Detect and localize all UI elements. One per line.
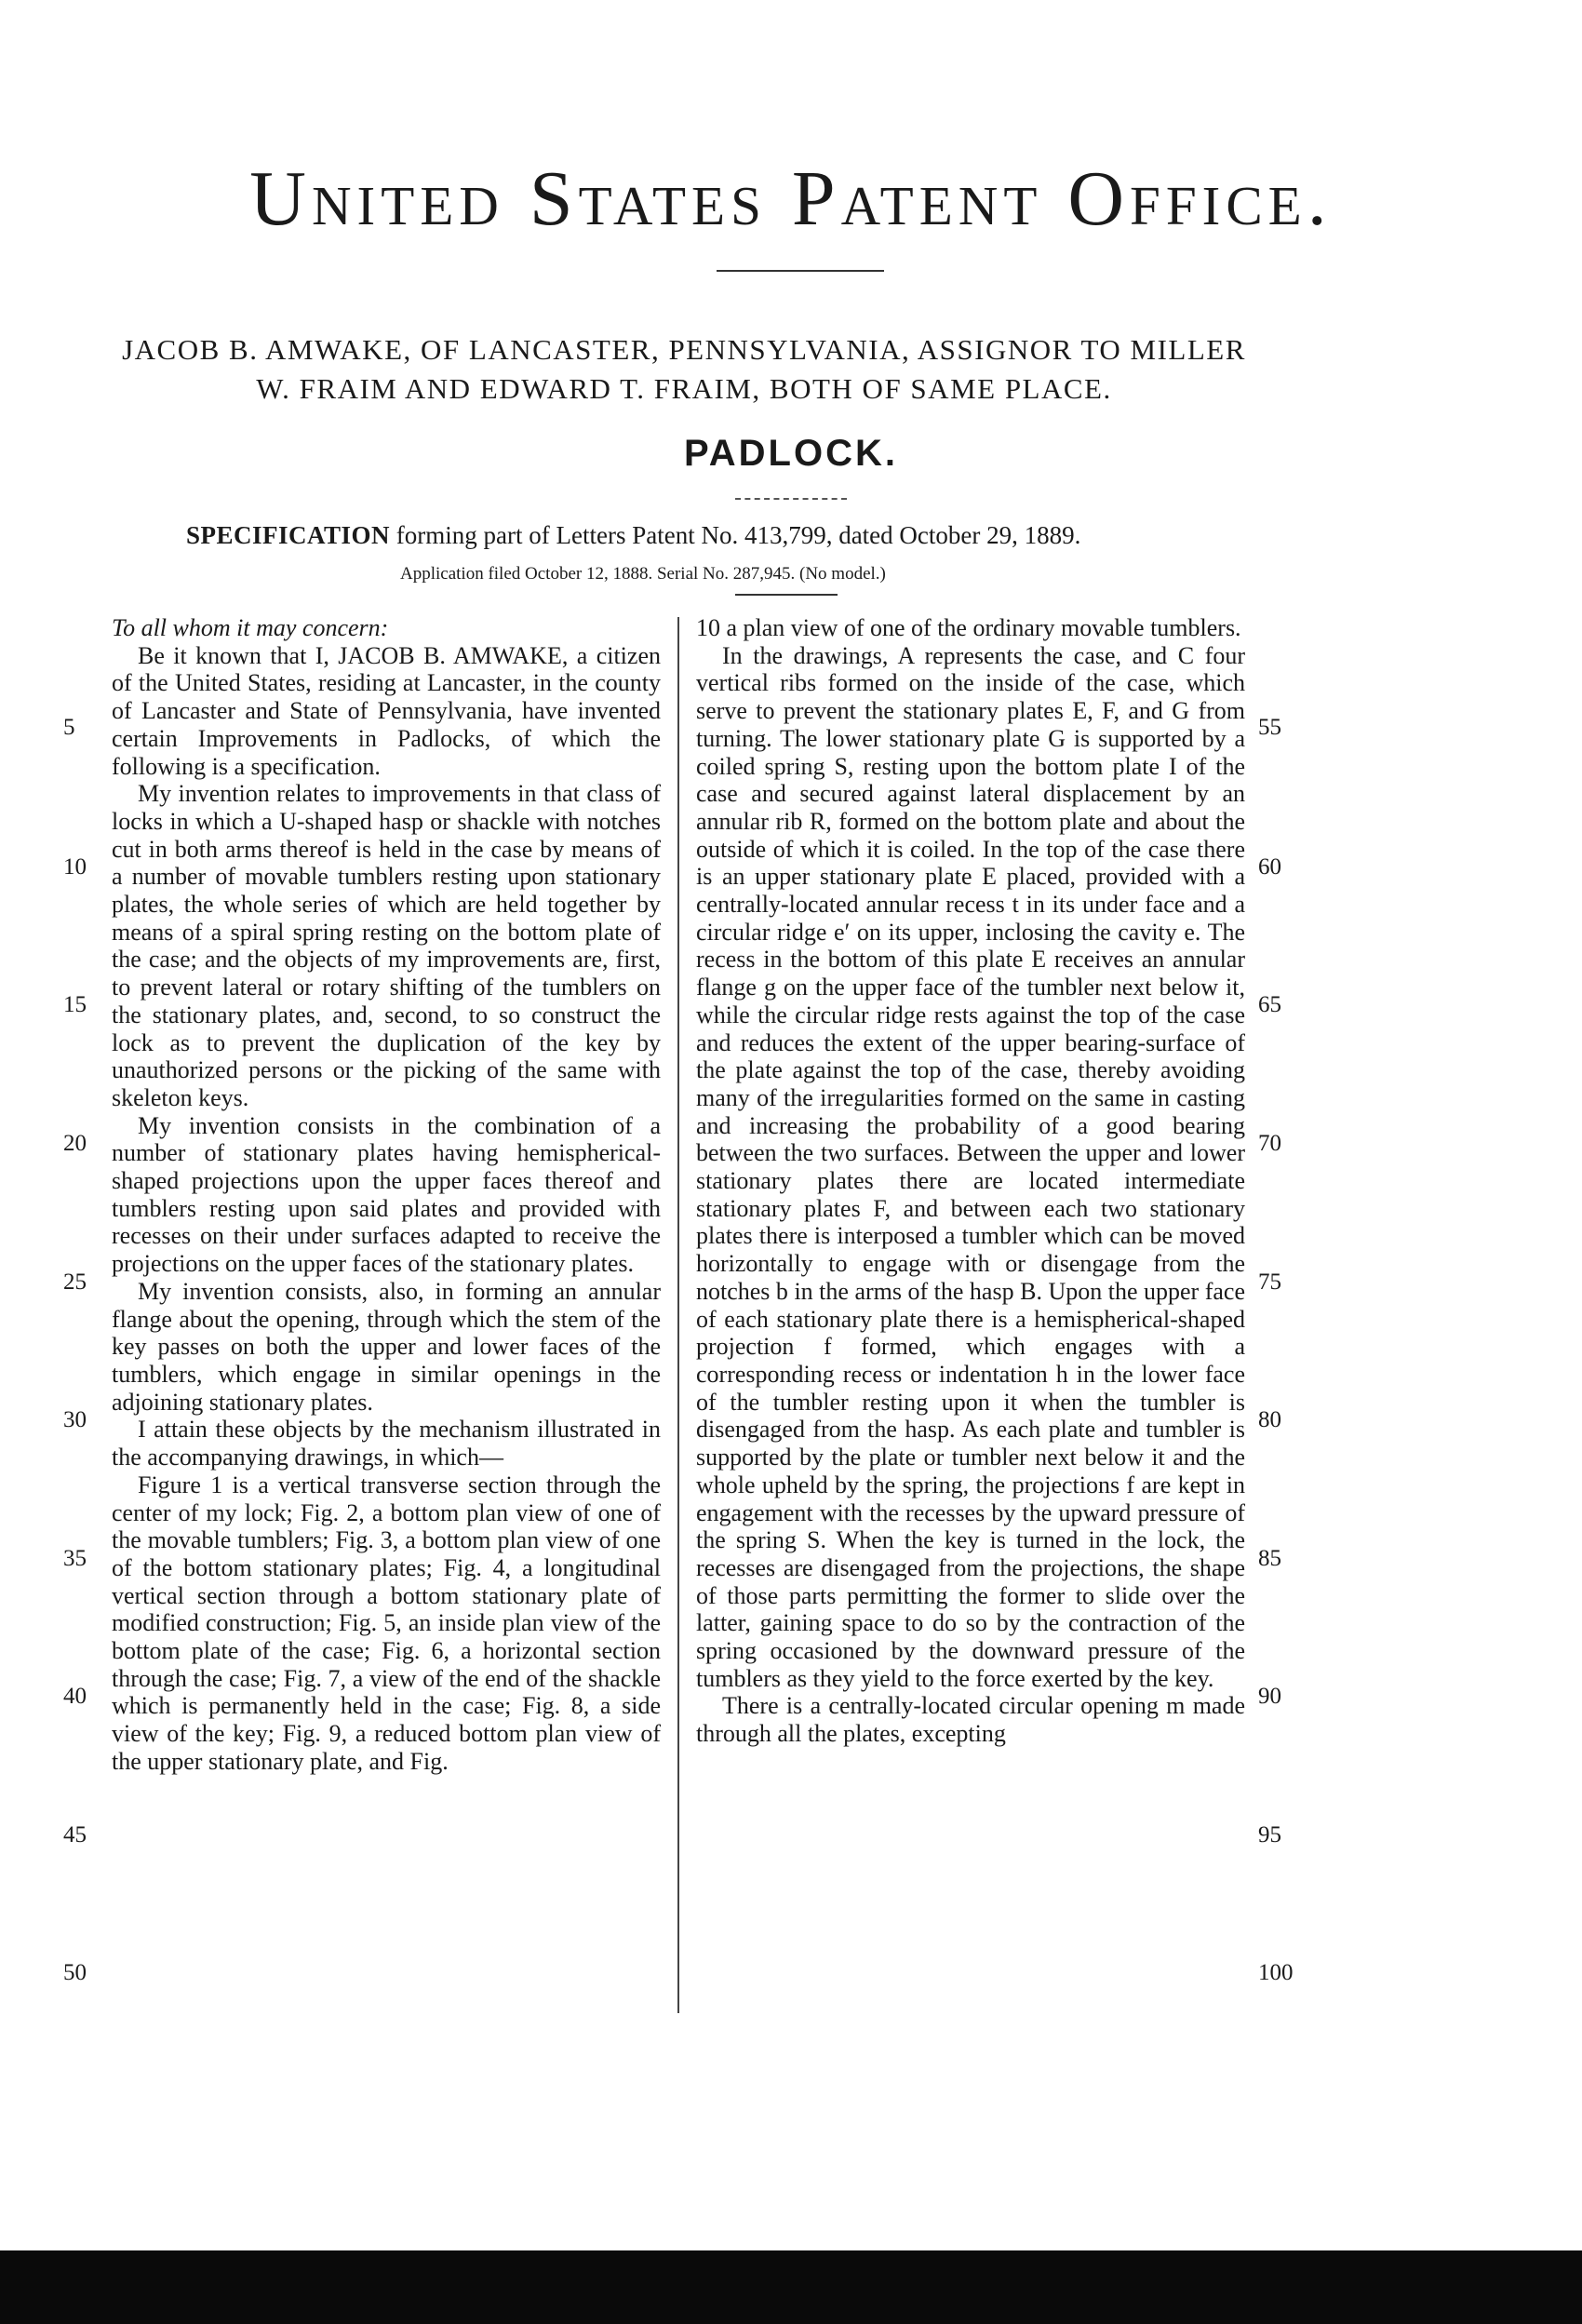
paragraph: I attain these objects by the mechanism illustrated in the accompanying drawings, in which— bbox=[112, 1416, 661, 1471]
scan-bottom-bar bbox=[0, 2250, 1582, 2324]
inventors-line-2: W. FRAIM AND EDWARD T. FRAIM, BOTH OF SAME PLACE. bbox=[256, 372, 1112, 405]
line-number: 100 bbox=[1258, 1960, 1294, 1985]
inventors-line-1: JACOB B. AMWAKE, OF LANCASTER, PENNSYLVANIA, ASSIGNOR TO MILLER bbox=[122, 333, 1246, 366]
paragraph: There is a centrally-located circular opening m made through all the plates, excepting bbox=[696, 1692, 1245, 1748]
line-number: 5 bbox=[63, 715, 75, 740]
paragraph: 10 a plan view of one of the ordinary movable tumblers. bbox=[696, 614, 1241, 641]
line-number: 20 bbox=[63, 1131, 87, 1156]
line-number: 45 bbox=[63, 1822, 87, 1847]
line-number: 85 bbox=[1258, 1546, 1281, 1571]
line-number: 95 bbox=[1258, 1822, 1281, 1847]
line-number: 60 bbox=[1258, 854, 1281, 880]
paragraph: In the drawings, A represents the case, and C four vertical ribs formed on the inside of the case, which serve to prevent the stationary plates E, F, and G from turning. The lower stationary plate G is supported by a coiled spring S, resting upon the bottom plate I of the case and secured against lateral displacement by an annular rib R, formed on the bottom plate and about the outside of which it is coiled. In the top of the case there is an upper stationary plate E placed, provided with a centrally-located annular recess t in its under face and a circular ridge e′ on its upper, inclosing the cavity e. The recess in the bottom of this plate E receives an annular flange g on the upper face of the tumbler next below it, while the circular ridge rests against the top of the case and reduces the extent of the upper bearing-surface of the plate against the top of the case, thereby avoiding many of the irregularities formed on the same in casting and increasing the probability of a good bearing between the two surfaces. Between the upper and lower stationary plates there are located intermediate stationary plates F, and between each two stationary plates there is interposed a tumbler which can be moved horizontally to engage with or disengage from the notches b in the arms of the hasp B. Upon the upper face of each stationary plate there is a hemispherical-shaped projection f formed, which engages with a corresponding recess or indentation h in the lower face of the tumbler resting upon it when the tumbler is disengaged from the hasp. As each plate and tumbler is supported by the plate or tumbler next below it and the whole upheld by the spring, the projections f are kept in engagement with the recesses by the upward pressure of the spring S. When the key is turned in the lock, the recesses are disengaged from the projections, the shape of those parts permitting the former to slide over the latter, gaining space to do so by the contraction of the spring occasioned by the downward pressure of the tumblers as they yield to the force exerted by the key. bbox=[696, 641, 1245, 1692]
specification-line bbox=[186, 521, 1396, 550]
line-number: 35 bbox=[63, 1546, 87, 1571]
right-column bbox=[696, 614, 1245, 1748]
line-number: 55 bbox=[1258, 715, 1281, 740]
line-number: 40 bbox=[63, 1684, 87, 1709]
line-number: 75 bbox=[1258, 1269, 1281, 1295]
line-number: 65 bbox=[1258, 992, 1281, 1017]
title-rule bbox=[735, 498, 847, 500]
line-number: 50 bbox=[63, 1960, 87, 1985]
paragraph: My invention consists, also, in forming an annular flange about the opening, through which the stem of the key passes on both the upper and lower faces of the tumblers, which engage in similar openings in the adjoining stationary plates. bbox=[112, 1277, 661, 1416]
inventors-block bbox=[102, 330, 1266, 409]
column-divider bbox=[677, 617, 679, 2013]
line-number: 90 bbox=[1258, 1684, 1281, 1709]
paragraph: Be it known that I, JACOB B. AMWAKE, a citizen of the United States, residing at Lancaster, in the county of Lancaster and State of Pennsylvania, have invented certain Improvements in Padlocks, of which the following is a specification. bbox=[112, 641, 661, 780]
application-line: Application filed October 12, 1888. Serial No. 287,945. (No model.) bbox=[400, 564, 886, 584]
paragraph: My invention relates to improvements in that class of locks in which a U-shaped hasp or shackle with notches cut in both arms thereof is held in the case by means of a number of movable tumblers resting upon stationary plates, the whole series of which are held together by means of a spiral spring resting on the bottom plate of the case; and the objects of my improvements are, first, to prevent lateral or rotary shifting of the tumblers on the stationary plates, and, second, to so construct the lock as to prevent the duplication of the key by unauthorized persons or the picking of the same with skeleton keys. bbox=[112, 780, 661, 1111]
paragraph: My invention consists in the combination of a number of stationary plates having hemispherical-shaped projections upon the upper faces thereof and tumblers resting upon said plates and provided with recesses on their under surfaces adapted to receive the projections on the upper faces of the stationary plates. bbox=[112, 1111, 661, 1278]
specification-text: forming part of Letters Patent No. 413,799, dated October 29, 1889. bbox=[390, 521, 1081, 549]
application-rule bbox=[735, 594, 838, 596]
salutation: To all whom it may concern: bbox=[112, 614, 389, 641]
office-header: United States Patent Office. bbox=[249, 155, 1333, 242]
patent-title: PADLOCK. bbox=[684, 433, 898, 474]
specification-label: SPECIFICATION bbox=[186, 521, 391, 549]
paragraph: Figure 1 is a vertical transverse section through the center of my lock; Fig. 2, a bottom plan view of one of the movable tumblers; Fig. 3, a bottom plan view of one of the bottom stationary plates; Fig. 4, a longitudinal vertical section through a bottom stationary plate of modified construction; Fig. 5, an inside plan view of the bottom plate of the case; Fig. 6, a horizontal section through the case; Fig. 7, a view of the end of the shackle which is permanently held in the case; Fig. 8, a side view of the key; Fig. 9, a reduced bottom plan view of the upper stationary plate, and Fig. bbox=[112, 1471, 661, 1775]
line-number: 70 bbox=[1258, 1131, 1281, 1156]
header-rule bbox=[717, 270, 884, 272]
line-number: 30 bbox=[63, 1407, 87, 1432]
line-number: 80 bbox=[1258, 1407, 1281, 1432]
left-column bbox=[112, 614, 661, 1776]
line-number: 10 bbox=[63, 854, 87, 880]
line-number: 15 bbox=[63, 992, 87, 1017]
line-number: 25 bbox=[63, 1269, 87, 1295]
